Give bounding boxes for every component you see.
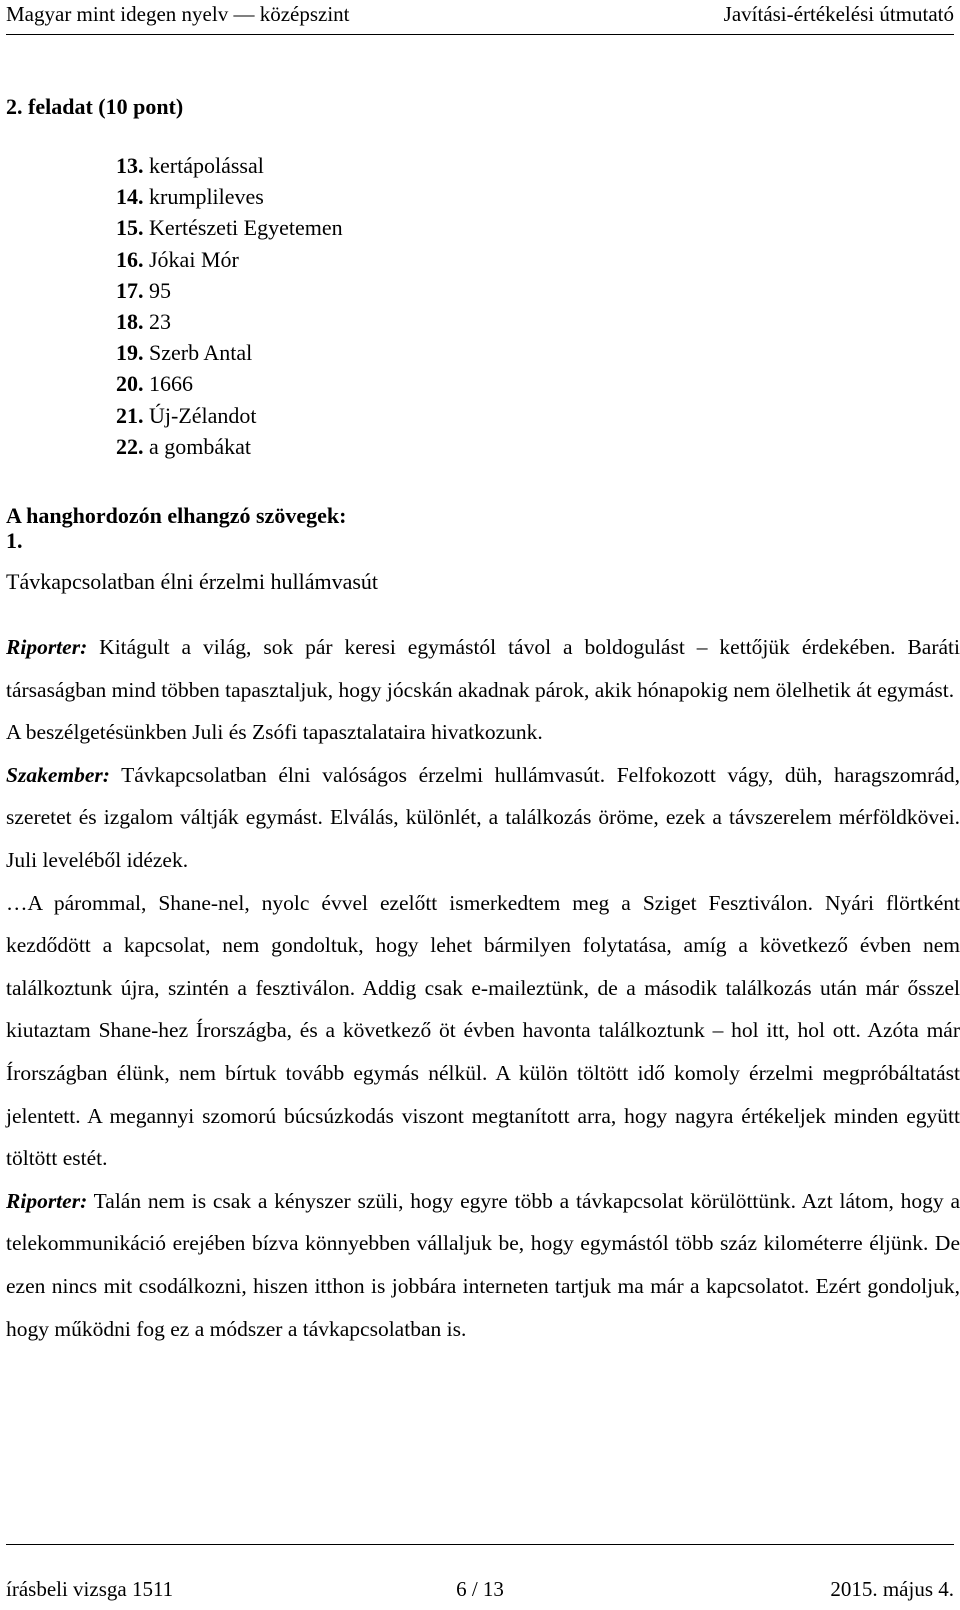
transcript-body	[6, 626, 960, 1350]
answer-item: 16. Jókai Mór	[116, 246, 239, 272]
speaker-label: Riporter:	[6, 635, 88, 659]
answer-item: 17. 95	[116, 277, 171, 303]
header-guide-title: Javítási-értékelési útmutató	[723, 2, 954, 26]
page-header	[6, 0, 954, 35]
section-title: A hanghordozón elhangzó szövegek:	[6, 503, 347, 528]
exam-date: 2015. május 4.	[830, 1577, 954, 1601]
answer-item: 15. Kertészeti Egyetemen	[116, 215, 343, 241]
answer-item: 21. Új-Zélandot	[116, 402, 257, 428]
paragraph: A beszélgetésünkben Juli és Zsófi tapasztalataira hivatkozunk.	[6, 720, 543, 745]
paragraph: Szakember: Távkapcsolatban élni valóságos érzelmi hullámvasút. Felfokozott vágy, düh, haragszomrád, szeretet és izgalom váltják egymást. Elválás, különlét, a találkozás öröme, ezek a távszerelem mérföldkövei. Juli leveléből idézek.	[6, 762, 960, 872]
paragraph: …A párommal, Shane-nel, nyolc évvel ezelőtt ismerkedtem meg a Sziget Fesztiválon. Nyári flörtként kezdődött a kapcsolat, nem gondoltuk, hogy lehet bármilyen folytatása, amíg a következő évben nem találkoztunk újra, szintén a fesztiválon. Addig csak e-maileztünk, de a második találkozás után már ősszel kiutaztam Shane-hez Írországba, és a következő öt évben havonta találkoztunk – hol itt, hol ott. Azóta már Írországban élünk, nem bírtuk tovább egymás nélkül. A külön töltött idő komoly érzelmi megpróbáltatást jelentett. A megannyi szomorú búcsúzkodás viszont megtanított arra, hogy nagyra értékeljek minden együtt töltött estét.	[6, 890, 960, 1171]
speaker-label: Riporter:	[6, 1188, 88, 1213]
answer-item: 22. a gombákat	[116, 433, 252, 459]
header-exam-title: Magyar mint idegen nyelv — középszint	[6, 2, 350, 26]
paragraph: Riporter: Talán nem is csak a kényszer szüli, hogy egyre több a távkapcsolat körülöttünk. Azt látom, hogy a telekommunikáció erejében bízva könnyebben vállaljuk be, hogy egymástól több száz kilométerre éljünk. De ezen nincs mit csodálkozni, hiszen itthon is jobbára interneten tartjuk ma már a kapcsolatot. Ezért gondoljuk, hogy működni fog ez a módszer a távkapcsolatban is.	[6, 1188, 960, 1341]
answer-item: 20. 1666	[116, 371, 193, 397]
speaker-label: Szakember:	[6, 762, 110, 787]
answer-list	[116, 150, 343, 462]
answer-item: 14. krumplileves	[116, 184, 264, 210]
text-title: Távkapcsolatban élni érzelmi hullámvasút	[6, 569, 379, 594]
answer-item: 18. 23	[116, 308, 171, 334]
paragraph: Riporter: Kitágult a világ, sok pár keresi egymástól távol a boldogulást – kettőjük érdekében. Baráti társaságban mind többen tapasztaljuk, hogy jócskán akadnak párok, akik hónapokig nem ölelhetik át egymást.	[6, 635, 960, 702]
page-number: 6 / 13	[456, 1577, 504, 1601]
page-footer	[6, 1544, 954, 1610]
task-title: 2. feladat (10 pont)	[6, 94, 184, 119]
answer-item: 13. kertápolással	[116, 153, 264, 178]
answer-item: 19. Szerb Antal	[116, 340, 253, 366]
exam-code: írásbeli vizsga 1511	[6, 1577, 174, 1601]
text-number: 1.	[6, 528, 23, 553]
